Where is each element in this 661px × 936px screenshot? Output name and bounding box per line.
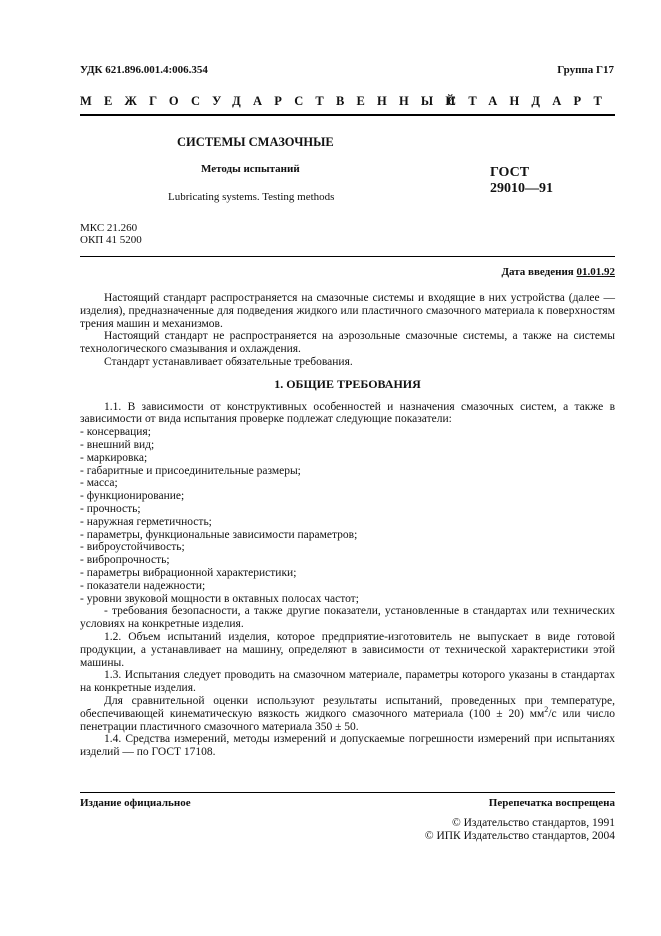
gost-number: 29010—91 (490, 181, 553, 196)
document-title: СИСТЕМЫ СМАЗОЧНЫЕ (177, 135, 334, 149)
comparison-text-b: /с или число пенетрации пластичного смазочного материала 350 ± 50. (80, 707, 615, 733)
list-item: - уровни звуковой мощности в октавных полосах частот; (80, 592, 359, 605)
list-item: - консервация; (80, 426, 151, 439)
official-edition-label: Издание официальное (80, 797, 191, 809)
list-item: - габаритные и присоединительные размеры; (80, 464, 301, 477)
list-item: - показатели надежности; (80, 579, 206, 592)
list-item: - наружная герметичность; (80, 515, 212, 528)
list-item: - прочность; (80, 502, 141, 515)
list-item: - функционирование; (80, 490, 185, 503)
comparison-text-a: Для сравнительной оценки используют результаты испытаний, проведенных при температуре, обеспечивающей кинематическую вязкость жидкого смазочного материала (100 ± 20) мм (80, 694, 615, 720)
section-heading: 1. ОБЩИЕ ТРЕБОВАНИЯ (274, 376, 421, 391)
udk-code: УДК 621.896.001.4:006.354 (80, 64, 208, 76)
mks-code: МКС 21.260 (80, 222, 138, 234)
list-item: - масса; (80, 477, 118, 490)
list-item: - маркировка; (80, 451, 148, 464)
indicator-list (80, 426, 615, 605)
list-item-last: - требования безопасности, а также другие показатели, установленные в стандартах или технических условиях на конкретные изделия. (80, 605, 615, 631)
document-subtitle: Методы испытаний (201, 163, 300, 175)
list-item: - виброустойчивость; (80, 541, 185, 554)
list-item: - параметры вибрационной характеристики; (80, 566, 297, 579)
intro-paragraph-3: Стандарт устанавливает обязательные требования. (104, 355, 353, 368)
copyright-1991: © Издательство стандартов, 1991 (451, 817, 615, 829)
paragraph-1-3: 1.3. Испытания следует проводить на смазочном материале, параметры которого указаны в стандартах на конкретные изделия. (80, 669, 615, 695)
copyright-2004: © ИПК Издательство стандартов, 2004 (424, 830, 615, 842)
header-rule (80, 114, 615, 116)
intro-date-label: Дата введения (501, 266, 574, 278)
intro-date-value: 01.01.92 (576, 266, 615, 278)
gost-label: ГОСТ (490, 165, 530, 180)
standard-word-standard: СТАНДАРТ (447, 94, 614, 108)
intro-date (501, 266, 615, 278)
group-code: Группа Г17 (557, 64, 614, 76)
english-title: Lubricating systems. Testing methods (168, 191, 335, 203)
superscript-2: 2 (544, 704, 549, 714)
standard-word-interstate: МЕЖГОСУДАРСТВЕННЫЙ (80, 94, 468, 108)
paragraph-1-2: 1.2. Объем испытаний изделия, которое предприятие-изготовитель не выпускает в виде готовой продукции, а устанавливает на машину, определяют в зависимости от технической характеристики этой машины. (80, 630, 615, 669)
intro-paragraph-2: Настоящий стандарт не распространяется на аэрозольные смазочные системы, а также на системы технологического смазывания и охлаждения. (80, 330, 615, 356)
list-item: - вибропрочность; (80, 554, 170, 567)
codes-rule (80, 256, 615, 257)
okp-code: ОКП 41 5200 (80, 234, 142, 246)
list-item: - параметры, функциональные зависимости параметров; (80, 528, 358, 541)
paragraph-1-3-comparison (80, 695, 615, 733)
intro-paragraph-1: Настоящий стандарт распространяется на смазочные системы и входящие в них устройства (далее — изделия), предназначенные для подведения жидкого или пластичного смазочного материала к поверхностям трения машин и механизмов. (80, 292, 615, 330)
paragraph-1-4: 1.4. Средства измерений, методы измерений и допускаемые погрешности измерений при испытаниях изделий — по ГОСТ 17108. (80, 733, 615, 759)
reprint-prohibited-label: Перепечатка воспрещена (488, 797, 615, 809)
list-item: - внешний вид; (80, 438, 155, 451)
footer-rule (80, 792, 615, 793)
document-body (80, 292, 615, 759)
paragraph-1-1: 1.1. В зависимости от конструктивных особенностей и назначения смазочных систем, а также в зависимости от вида испытания проверке подлежат следующие показатели: (80, 400, 615, 426)
